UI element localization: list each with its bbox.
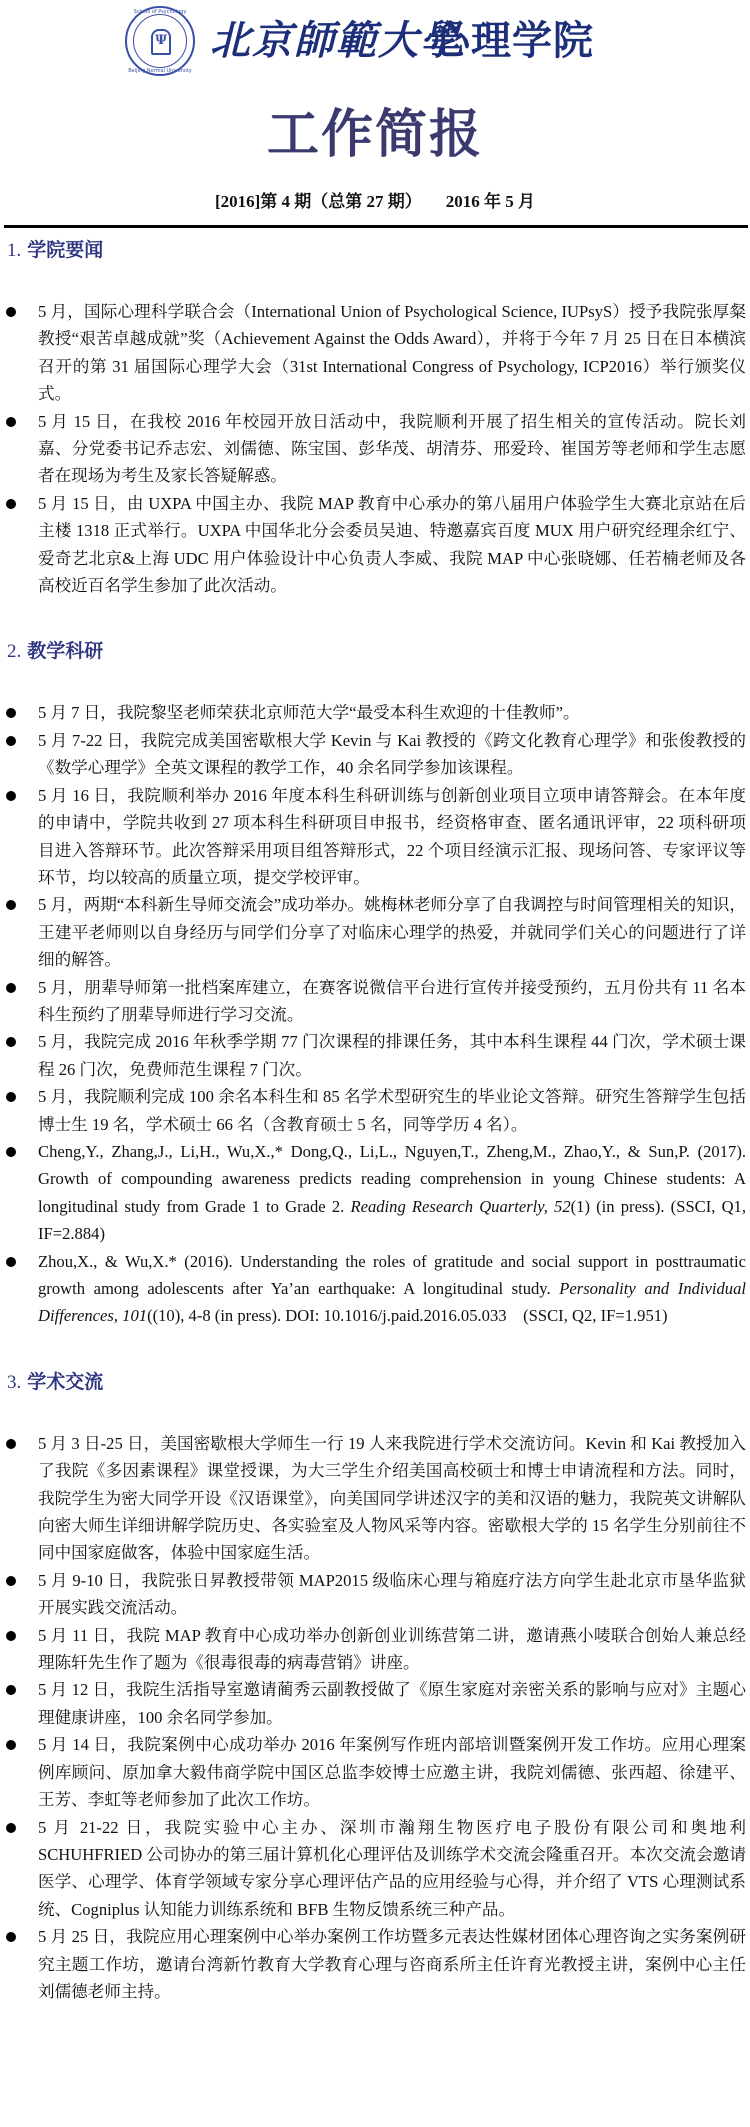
issue-line	[0, 190, 750, 214]
list-item: 5 月 25 日，我院应用心理案例中心举办案例工作坊暨多元表达性媒材团体心理咨询之实务案例研究主题工作坊，邀请台湾新竹教育大学教育心理与咨商系所主任许育光教授主讲，案例中心主任刘儒德老师主持。	[0, 1923, 750, 2005]
list-item: 5 月，我院完成 2016 年秋季学期 77 门次课程的排课任务，其中本科生课程 44 门次，学术硕士课程 26 门次，免费师范生课程 7 门次。	[0, 1028, 750, 1083]
bullet-icon	[6, 1685, 16, 1695]
report-title: 工作简报	[266, 104, 483, 165]
school-seal-icon	[125, 6, 195, 76]
publication-item	[0, 1248, 750, 1330]
section-2-list	[0, 699, 750, 1329]
seal-inner-ring	[133, 14, 187, 68]
bullet-icon	[6, 1932, 16, 1942]
pub-title: Growth of compounding awareness predicts reading comprehension in young Chinese students: A longitudinal study from Grade 1 to Grade 2.	[38, 1169, 746, 1216]
seal-text-top: School of Psychology	[133, 9, 187, 15]
list-item: 5 月 9-10 日，我院张日昇教授带领 MAP2015 级临床心理与箱庭疗法方向学生赴北京市垦华监狱开展实践交流活动。	[0, 1567, 750, 1622]
bullet-icon	[6, 1439, 16, 1449]
bullet-icon	[6, 1037, 16, 1047]
bullet-icon	[6, 1576, 16, 1586]
pub-details: ((10), 4-8 (in press). DOI: 10.1016/j.paid.2016.05.033 (SSCI, Q2, IF=1.951)	[147, 1306, 668, 1326]
university-name: 北京師範大學	[210, 17, 462, 64]
list-item: 5 月 3 日-25 日，美国密歇根大学师生一行 19 人来我院进行学术交流访问。Kevin 和 Kai 教授加入了我院《多因素课程》课堂授课，为大三学生介绍美国高校硕士和博士申请流程和方法。同时，我院学生为密大同学开设《汉语课堂》，向美国同学讲述汉字的美和汉语的魅力，我院英文讲解队向密大师生详细讲解学院历史、各实验室及人物风采等内容。密歇根大学的 15 名学生分别前往不同中国家庭做客，体验中国家庭生活。	[0, 1430, 750, 1567]
pub-details: (1) (in press). (SSCI, Q1, IF=2.884)	[38, 1196, 747, 1244]
list-item: 5 月 12 日，我院生活指导室邀请蔺秀云副教授做了《原生家庭对亲密关系的影响与应对》主题心理健康讲座，100 余名同学参加。	[0, 1676, 750, 1731]
psi-symbol-icon: Ψ	[155, 33, 167, 48]
pub-title: Understanding the roles of gratitude and social support in posttraumatic growth among adolescents after Ya’an earthquake: A longitudinal study.	[38, 1251, 746, 1298]
section-title: 学术交流	[27, 1370, 104, 1393]
bullet-icon	[6, 1092, 16, 1102]
section-heading-2	[0, 637, 750, 665]
pub-journal: Reading Research Quarterly, 52	[350, 1196, 571, 1216]
section-number: 3.	[7, 1371, 22, 1393]
list-item: 5 月 14 日，我院案例中心成功举办 2016 年案例写作班内部培训暨案例开发工作坊。应用心理案例库顾问、原加拿大毅伟商学院中国区总监李姣博士应邀主讲，我院刘儒德、张西超、徐建平、王芳、李虹等老师参加了此次工作坊。	[0, 1731, 750, 1813]
section-heading-3	[0, 1368, 750, 1396]
list-item: 5 月 15 日，在我校 2016 年校园开放日活动中，我院顺利开展了招生相关的宣传活动。院长刘嘉、分党委书记乔志宏、刘儒德、陈宝国、彭华茂、胡清芬、邢爱玲、崔国芳等老师和学生志愿者在现场为考生及家长答疑解惑。	[0, 408, 750, 490]
section-heading-1	[0, 236, 750, 264]
section-title: 学院要闻	[27, 239, 104, 261]
report-content	[0, 236, 750, 2005]
bullet-icon	[6, 307, 16, 317]
bullet-icon	[6, 708, 16, 718]
bullet-icon	[6, 736, 16, 746]
list-item: 5 月 7 日，我院黎坚老师荣获北京师范大学“最受本科生欢迎的十佳教师”。	[0, 699, 750, 726]
section-3-list	[0, 1430, 750, 2006]
seal-text-bottom: Beijing Normal University	[128, 68, 192, 74]
masthead	[0, 0, 750, 80]
list-item: 5 月 7-22 日，我院完成美国密歇根大学 Kevin 与 Kai 教授的《跨文化教育心理学》和张俊教授的《数学心理学》全英文课程的教学工作，40 余名同学参加该课程。	[0, 727, 750, 782]
header-divider	[4, 225, 748, 228]
list-item: 5 月 11 日，我院 MAP 教育中心成功举办创新创业训练营第二讲，邀请燕小唛联合创始人兼总经理陈轩先生作了题为《很毒很毒的病毒营销》讲座。	[0, 1622, 750, 1677]
list-item: 5 月 16 日，我院顺利举办 2016 年度本科生科研训练与创新创业项目立项申请答辩会。在本年度的申请中，学院共收到 27 项本科生科研项目申报书，经资格审查、匿名通讯评审，22 项科研项目进入答辩环节。此次答辩采用项目组答辩形式，22 个项目经演示汇报、现场问答、专家评议等环节，均以较高的质量立项，提交学校评审。	[0, 782, 750, 892]
bullet-icon	[6, 499, 16, 509]
publication-item	[0, 1138, 750, 1248]
list-item: 5 月，朋辈导师第一批档案库建立，在赛客说微信平台进行宣传并接受预约，五月份共有 11 名本科生预约了朋辈导师进行学习交流。	[0, 974, 750, 1029]
list-item: 5 月，我院顺利完成 100 余名本科生和 85 名学术型研究生的毕业论文答辩。研究生答辩学生包括博士生 19 名，学术硕士 66 名（含教育硕士 5 名，同等学历 4 名）。	[0, 1083, 750, 1138]
bullet-icon	[6, 1257, 16, 1267]
school-name: 心理学院	[430, 18, 594, 64]
issue-date: 2016 年 5 月	[445, 192, 536, 211]
bullet-icon	[6, 791, 16, 801]
section-number: 1.	[7, 240, 22, 261]
issue-number: [2016]第 4 期（总第 27 期）	[214, 192, 422, 211]
section-number: 2.	[7, 641, 22, 663]
bullet-icon	[6, 1740, 16, 1750]
list-item: 5 月，两期“本科新生导师交流会”成功举办。姚梅林老师分享了自我调控与时间管理相关的知识，王建平老师则以自身经历与同学们分享了对临床心理学的热爱，并就同学们关心的问题进行了详细的解答。	[0, 891, 750, 973]
bullet-icon	[6, 900, 16, 910]
bell-icon	[151, 29, 171, 55]
bullet-icon	[6, 983, 16, 993]
pub-authors: Zhou,X., & Wu,X.* (2016).	[38, 1251, 233, 1271]
bullet-icon	[6, 1631, 16, 1641]
list-item: 5 月，国际心理科学联合会（International Union of Psychological Science, IUPsyS）授予我院张厚粲教授“艰苦卓越成就”奖（Achievement Against the Odds Award），并将于今年 7 月 25 日在日本横滨召开的第 31 届国际心理学大会（31st International Congress of Psychology, ICP2016）举行颁奖仪式。	[0, 298, 750, 408]
section-1-list	[0, 298, 750, 599]
list-item: 5 月 21-22 日，我院实验中心主办、深圳市瀚翔生物医疗电子股份有限公司和奥地利 SCHUHFRIED 公司协办的第三届计算机化心理评估及训练学术交流会隆重召开。本次交流会邀请医学、心理学、体育学领域专家分享心理评估产品的应用经验与心得，并介绍了 VTS 心理测试系统、Cogniplus 认知能力训练系统和 BFB 生物反馈系统三种产品。	[0, 1814, 750, 1924]
bullet-icon	[6, 417, 16, 427]
list-item: 5 月 15 日，由 UXPA 中国主办、我院 MAP 教育中心承办的第八届用户体验学生大赛北京站在后主楼 1318 正式举行。UXPA 中国华北分会委员吴迪、特邀嘉宾百度 MUX 用户研究经理余红宁、爱奇艺北京&上海 UDC 用户体验设计中心负责人李威、我院 MAP 中心张晓娜、任若楠老师及各高校近百名学生参加了此次活动。	[0, 490, 750, 600]
pub-authors: Cheng,Y., Zhang,J., Li,H., Wu,X.,* Dong,Q., Li,L., Nguyen,T., Zheng,M., Zhao,Y., & Sun,P. (2017).	[38, 1141, 746, 1161]
bullet-icon	[6, 1147, 16, 1157]
pub-journal: Personality and Individual Differences, 101	[38, 1279, 746, 1326]
section-title: 教学科研	[27, 640, 104, 663]
bullet-icon	[6, 1823, 16, 1833]
